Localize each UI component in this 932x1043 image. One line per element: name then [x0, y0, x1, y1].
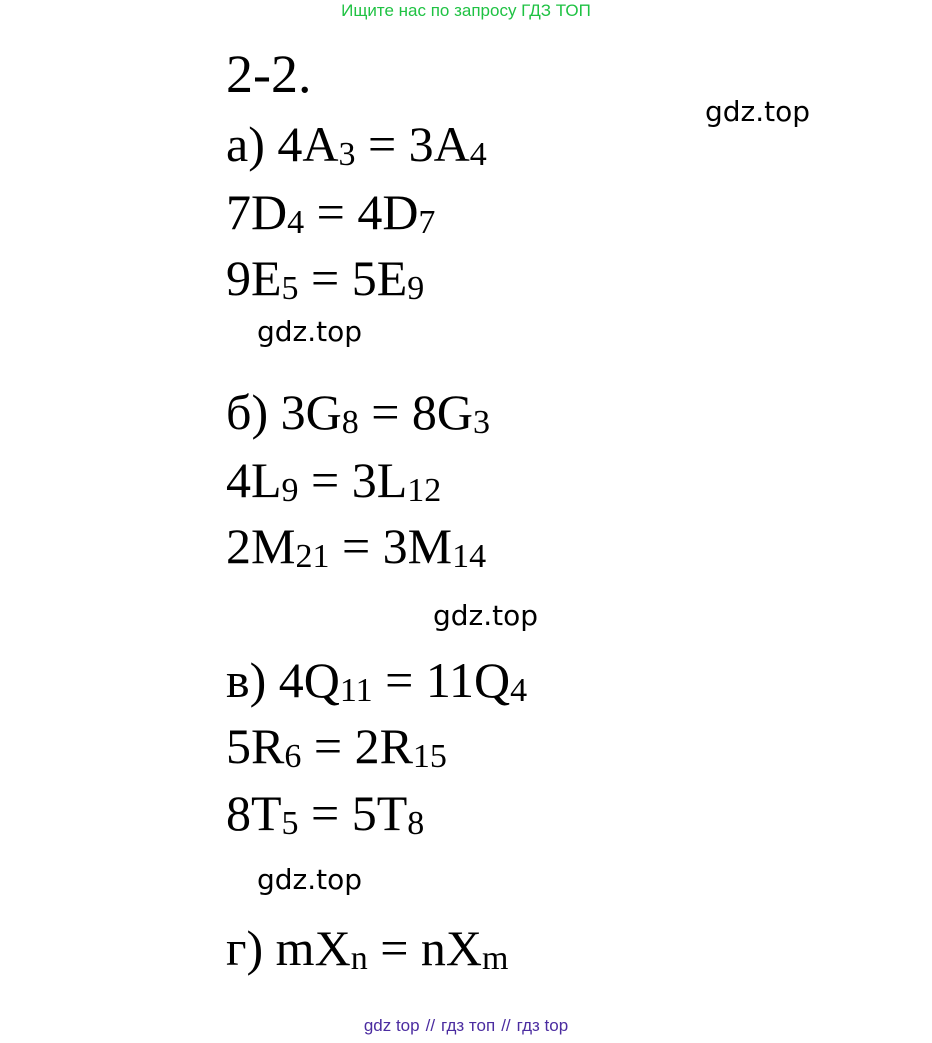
equals-sign: = — [355, 116, 409, 172]
lhs-coefficient: 7 — [226, 184, 251, 240]
rhs-symbol: G — [436, 384, 474, 440]
rhs-symbol: Q — [473, 652, 511, 708]
footer-link[interactable]: гдз top — [516, 1016, 569, 1035]
lhs-symbol: M — [251, 518, 296, 574]
equals-sign: = — [298, 250, 352, 306]
equals-sign: = — [358, 384, 412, 440]
lhs-subscript: 3 — [338, 136, 356, 173]
equals-sign: = — [367, 920, 421, 976]
lhs-coefficient: 3 — [280, 384, 306, 440]
lhs-subscript: n — [350, 940, 368, 977]
lhs-coefficient: 9 — [226, 250, 251, 306]
lhs-symbol: D — [251, 184, 288, 240]
lhs-symbol: E — [251, 250, 282, 306]
equation-line — [226, 116, 487, 179]
equals-sign: = — [329, 518, 383, 574]
equals-sign: = — [298, 785, 352, 841]
lhs-symbol: G — [305, 384, 342, 440]
footer-link[interactable]: гдз топ — [441, 1016, 496, 1035]
equation-line — [226, 452, 441, 515]
rhs-subscript: m — [482, 940, 509, 977]
rhs-symbol: M — [407, 518, 453, 574]
rhs-subscript: 8 — [407, 805, 425, 842]
equation-line — [226, 920, 508, 983]
rhs-symbol: A — [433, 116, 470, 172]
lhs-coefficient: 8 — [226, 785, 251, 841]
rhs-symbol: E — [376, 250, 408, 306]
equation-line — [226, 718, 447, 781]
footer-separator: // — [501, 1016, 511, 1035]
lhs-coefficient: 4 — [277, 116, 303, 172]
equals-sign: = — [372, 652, 426, 708]
rhs-subscript: 14 — [452, 538, 487, 575]
rhs-coefficient: 5 — [351, 785, 377, 841]
rhs-subscript: 9 — [407, 270, 425, 307]
rhs-subscript: 7 — [418, 204, 436, 241]
equals-sign: = — [304, 184, 358, 240]
item-prefix: а) — [226, 116, 278, 172]
lhs-subscript: 8 — [341, 404, 359, 441]
rhs-subscript: 4 — [510, 672, 528, 709]
rhs-coefficient: 3 — [351, 452, 377, 508]
rhs-coefficient: 4 — [357, 184, 383, 240]
lhs-symbol: X — [314, 920, 351, 976]
equation-line — [226, 518, 486, 581]
lhs-symbol: L — [251, 452, 282, 508]
item-prefix: г) — [226, 920, 276, 976]
lhs-symbol: R — [251, 718, 285, 774]
search-banner: Ищите нас по запросу ГДЗ ТОП — [341, 1, 591, 20]
lhs-coefficient: 4 — [226, 452, 251, 508]
rhs-coefficient: 3 — [382, 518, 408, 574]
watermark: gdz.top — [433, 599, 539, 632]
rhs-symbol: X — [445, 920, 482, 976]
equation-line — [226, 250, 424, 313]
rhs-subscript: 4 — [469, 136, 487, 173]
footer-links — [0, 1016, 932, 1036]
lhs-subscript: 5 — [281, 270, 299, 307]
lhs-subscript: 11 — [339, 672, 373, 709]
rhs-coefficient: 5 — [351, 250, 377, 306]
rhs-coefficient: n — [420, 920, 446, 976]
rhs-symbol: T — [376, 785, 408, 841]
equation-line — [226, 785, 424, 848]
watermark: gdz.top — [257, 315, 363, 348]
rhs-subscript: 12 — [407, 472, 442, 509]
rhs-coefficient: 3 — [408, 116, 434, 172]
rhs-coefficient: 2 — [354, 718, 380, 774]
lhs-subscript: 6 — [284, 738, 302, 775]
lhs-symbol: T — [251, 785, 282, 841]
item-prefix: б) — [226, 384, 281, 440]
item-prefix: в) — [226, 652, 279, 708]
rhs-coefficient: 8 — [411, 384, 437, 440]
lhs-subscript: 4 — [287, 204, 305, 241]
rhs-symbol: D — [382, 184, 419, 240]
equation-line — [226, 184, 435, 247]
rhs-subscript: 3 — [473, 404, 491, 441]
exercise-number: 2-2. — [226, 44, 312, 104]
equation-line — [226, 652, 527, 715]
equation-line — [226, 384, 490, 447]
equals-sign: = — [298, 452, 352, 508]
lhs-subscript: 9 — [281, 472, 299, 509]
watermark: gdz.top — [257, 863, 363, 896]
rhs-coefficient: 11 — [425, 652, 474, 708]
watermark: gdz.top — [705, 95, 811, 128]
footer-link[interactable]: gdz top — [363, 1016, 420, 1035]
equals-sign: = — [301, 718, 355, 774]
lhs-symbol: A — [302, 116, 339, 172]
lhs-coefficient: m — [275, 920, 315, 976]
lhs-coefficient: 2 — [226, 518, 251, 574]
lhs-subscript: 21 — [295, 538, 330, 575]
lhs-coefficient: 5 — [226, 718, 251, 774]
lhs-subscript: 5 — [281, 805, 299, 842]
rhs-symbol: L — [376, 452, 408, 508]
rhs-subscript: 15 — [412, 738, 447, 775]
rhs-symbol: R — [379, 718, 413, 774]
lhs-coefficient: 4 — [278, 652, 304, 708]
lhs-symbol: Q — [303, 652, 340, 708]
footer-separator: // — [425, 1016, 436, 1035]
